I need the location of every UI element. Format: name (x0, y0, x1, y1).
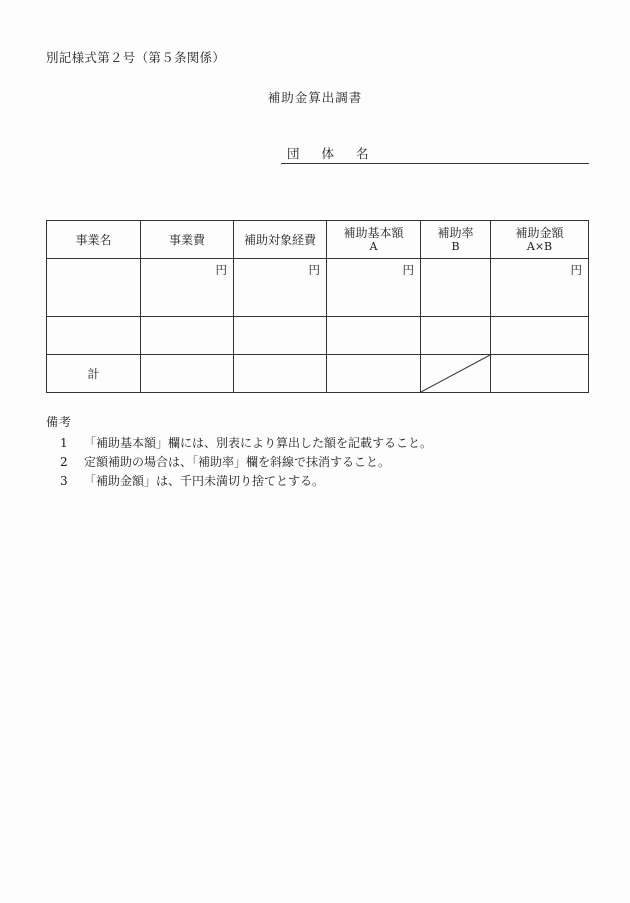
cell-subsidy-amount[interactable] (491, 259, 589, 317)
cell-total-subsidy-amount[interactable] (491, 355, 589, 393)
organization-label: 団 体 名 (287, 146, 369, 161)
cell-project-cost[interactable] (141, 317, 234, 355)
cell-project-name[interactable] (47, 317, 141, 355)
remarks-section (46, 413, 432, 491)
remarks-heading: 備考 (46, 415, 73, 429)
cell-base-amount[interactable] (327, 317, 421, 355)
remark-text: 「補助金額」は、千円未満切り捨てとする。 (84, 474, 325, 488)
remark-number: 2 (60, 455, 68, 469)
header-sublabel: B (451, 239, 460, 253)
header-sublabel: A×B (526, 239, 553, 253)
table-header-row (47, 221, 589, 259)
document-title: 補助金算出調書 (267, 90, 363, 105)
remark-item (46, 434, 432, 453)
diagonal-strike-line (421, 355, 490, 392)
header-label: 事業名 (75, 232, 112, 247)
cell-eligible-expenses[interactable] (234, 317, 327, 355)
header-eligible-expenses (234, 221, 327, 259)
total-label: 計 (47, 355, 141, 393)
cell-subsidy-rate[interactable] (421, 317, 491, 355)
remark-item (46, 472, 432, 491)
cell-project-name[interactable] (47, 259, 141, 317)
cell-total-base-amount[interactable] (327, 355, 421, 393)
header-label: 補助率 (437, 225, 474, 240)
subsidy-calculation-table (46, 220, 589, 393)
table-total-row (47, 355, 589, 393)
header-subsidy-rate (421, 221, 491, 259)
cell-base-amount[interactable] (327, 259, 421, 317)
cell-total-rate-struck (421, 355, 491, 393)
cell-project-cost[interactable] (141, 259, 234, 317)
table-row (47, 317, 589, 355)
header-label: 補助基本額 (343, 225, 404, 240)
remark-number: 3 (60, 474, 68, 488)
cell-total-eligible-expenses[interactable] (234, 355, 327, 393)
header-label: 補助対象経費 (243, 232, 316, 247)
cell-subsidy-amount[interactable] (491, 317, 589, 355)
header-base-amount (327, 221, 421, 259)
header-label: 事業費 (168, 232, 205, 247)
table-row (47, 259, 589, 317)
cell-total-project-cost[interactable] (141, 355, 234, 393)
header-subsidy-amount (491, 221, 589, 259)
cell-eligible-expenses[interactable] (234, 259, 327, 317)
yen-unit: 円 (308, 263, 320, 277)
remark-text: 「補助基本額」欄には、別表により算出した額を記載すること。 (84, 436, 433, 450)
cell-subsidy-rate[interactable] (421, 259, 491, 317)
header-label: 補助金額 (515, 225, 564, 240)
organization-name-field[interactable] (281, 144, 589, 164)
remark-text: 定額補助の場合は、「補助率」欄を斜線で抹消すること。 (84, 455, 391, 469)
form-number-label: 別記様式第２号（第５条関係） (46, 50, 226, 65)
yen-unit: 円 (402, 263, 414, 277)
header-project-name (47, 221, 141, 259)
header-project-cost (141, 221, 234, 259)
remark-item (46, 453, 432, 472)
remark-number: 1 (60, 436, 68, 450)
yen-unit: 円 (570, 263, 582, 277)
yen-unit: 円 (215, 263, 227, 277)
header-sublabel: A (369, 239, 378, 253)
